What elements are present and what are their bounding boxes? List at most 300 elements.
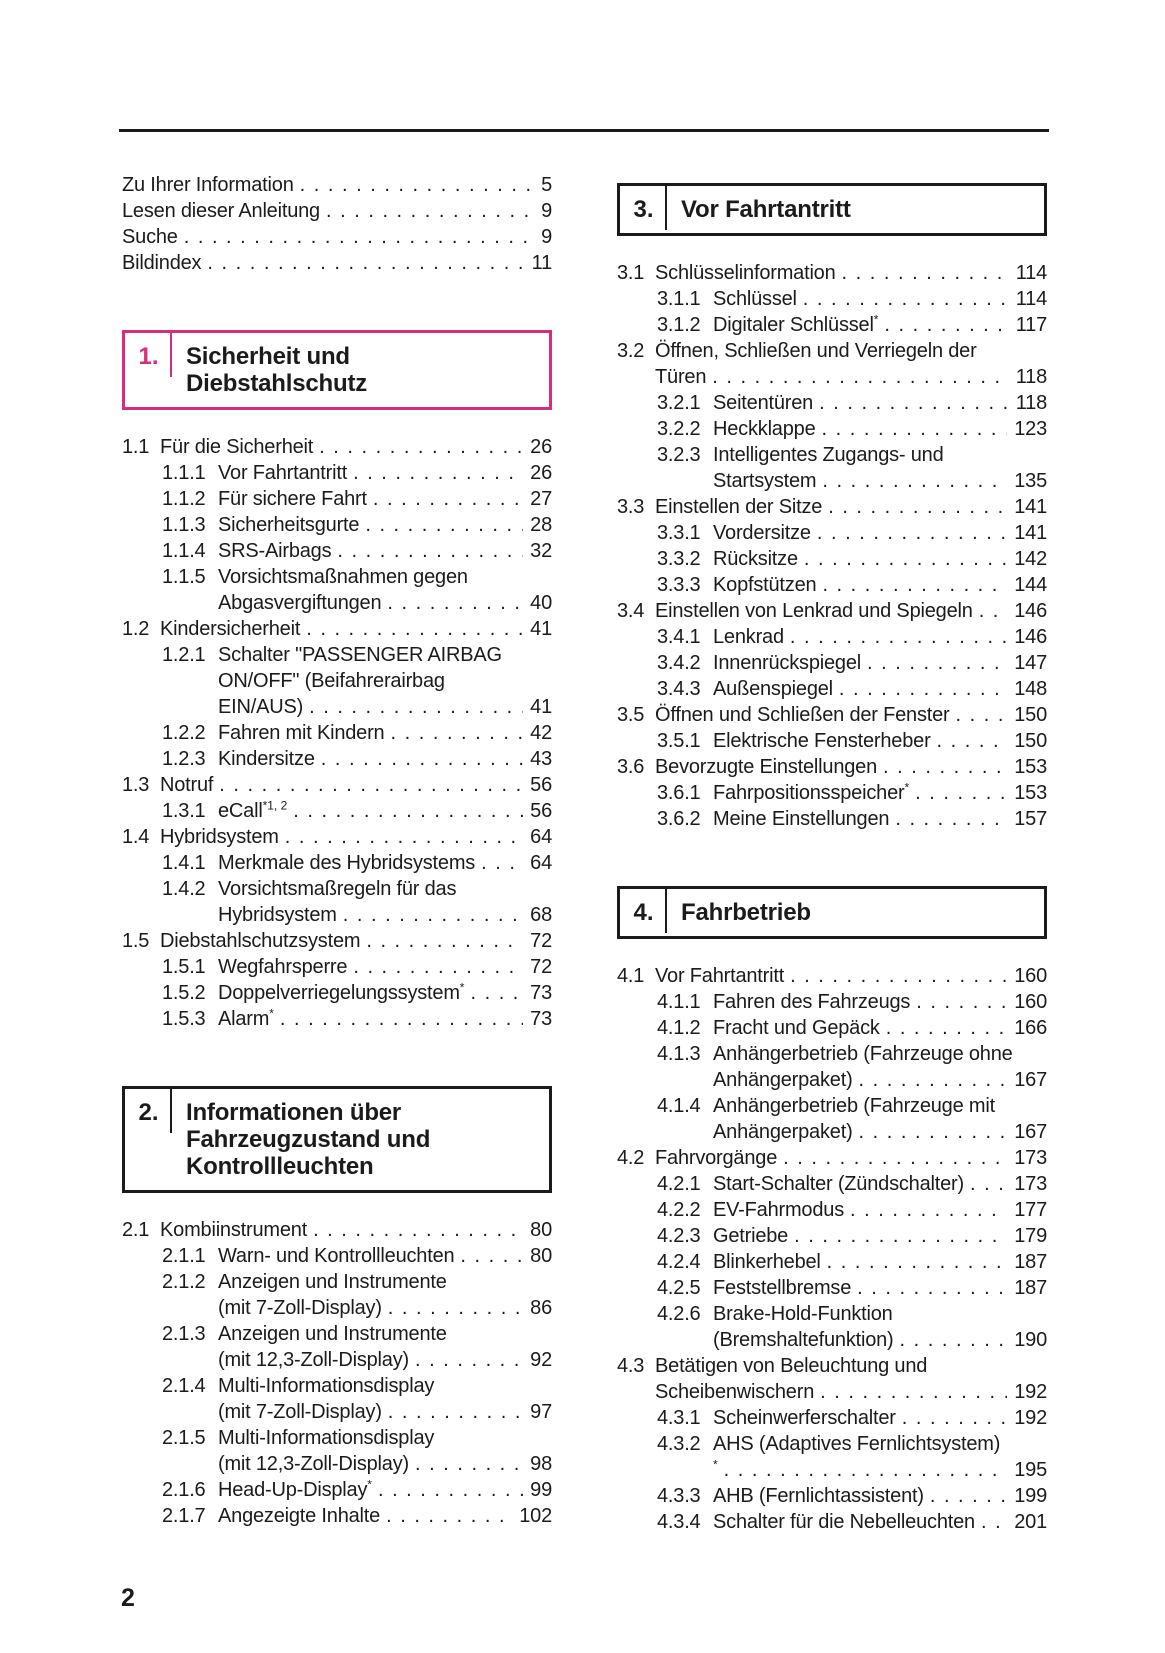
toc-line: [713, 1483, 1047, 1509]
toc-entry: [122, 1243, 552, 1269]
toc-entry-number: 3.4.3: [657, 678, 701, 700]
dot-leader: [889, 806, 1007, 832]
toc-line: [713, 780, 1047, 806]
toc-entry-content: [218, 1503, 552, 1529]
toc-entry-text: Schalter für die Nebelleuchten: [713, 1511, 975, 1533]
toc-entry-content: [218, 746, 552, 772]
toc-entry-number: 3.1.2: [657, 314, 701, 336]
toc-entry: [617, 260, 1047, 286]
toc-entry-number: 1.1.1: [162, 462, 206, 484]
toc-entry-number: 3.2.3: [657, 444, 701, 466]
toc-entry-number: 4.1.4: [657, 1095, 701, 1117]
toc-entry-page: 167: [1014, 1069, 1047, 1091]
toc-entry-page: 97: [530, 1401, 552, 1423]
toc-entry-content: [713, 1275, 1047, 1301]
dot-leader: [372, 1477, 523, 1503]
toc-entry: [122, 642, 552, 720]
toc-entry-content: [713, 416, 1047, 442]
toc-line: [160, 616, 552, 642]
toc-entry-page: 9: [541, 200, 552, 222]
toc-line: [655, 1353, 1047, 1379]
toc-entry: [617, 963, 1047, 989]
toc-line: [655, 598, 1047, 624]
toc-entry-text: *: [713, 1457, 718, 1472]
toc-entry-number: 1.1.3: [162, 514, 206, 536]
dot-leader: [274, 1006, 523, 1032]
toc-entry-content: [713, 572, 1047, 598]
toc-entry-text: Head-Up-Display*: [218, 1477, 372, 1501]
toc-entry-page: 68: [530, 904, 552, 926]
toc-entry: [122, 1217, 552, 1243]
toc-entry-number: 4.3.4: [657, 1511, 701, 1533]
dot-leader: [464, 980, 523, 1006]
dot-leader: [813, 390, 1009, 416]
toc-entry-text: Seitentüren: [713, 392, 814, 414]
toc-entry-page: 201: [1014, 1511, 1047, 1533]
toc-entry-text: Öffnen, Schließen und Verriegeln der: [655, 340, 977, 362]
toc-entry: [122, 250, 552, 276]
toc-entry: [617, 416, 1047, 442]
dot-leader: [178, 224, 534, 250]
toc-entry-text: Anzeigen und Instrumente: [218, 1323, 447, 1345]
toc-entry: [617, 624, 1047, 650]
toc-entry: [122, 824, 552, 850]
toc-line: [218, 1347, 552, 1373]
toc-entry-content: [655, 1145, 1047, 1171]
toc-entry-text: Feststellbremse: [713, 1277, 852, 1299]
toc-line: [218, 1451, 552, 1477]
toc-entry-content: [655, 338, 1047, 390]
toc-entry-text: Für sichere Fahrt: [218, 488, 367, 510]
dot-leader: [788, 1223, 1007, 1249]
toc-entry-page: 141: [1014, 522, 1047, 544]
toc-entry-content: [713, 1171, 1047, 1197]
toc-entry: [122, 1006, 552, 1032]
dot-leader: [784, 624, 1007, 650]
toc-entry-text: Vorsichtsmaßregeln für das: [218, 878, 457, 900]
toc-entry-page: 80: [530, 1245, 552, 1267]
toc-line: [713, 676, 1047, 702]
dot-leader: [844, 1197, 1007, 1223]
toc-line: [713, 1431, 1047, 1457]
toc-line: [218, 694, 552, 720]
toc-entry-number: 3.4: [617, 600, 645, 622]
toc-entry-page: 135: [1014, 470, 1047, 492]
toc-line: [713, 728, 1047, 754]
toc-entry: [617, 1223, 1047, 1249]
toc-entry-text: Bevorzugte Einstellungen: [655, 756, 878, 778]
toc-entry-page: 142: [1014, 548, 1047, 570]
toc-entry-content: [218, 1425, 552, 1477]
toc-entry-page: 167: [1014, 1121, 1047, 1143]
dot-leader: [409, 1347, 523, 1373]
dot-leader: [816, 468, 1007, 494]
toc-line: [655, 338, 1047, 364]
toc-entry-text: Multi-Informationsdisplay: [218, 1375, 435, 1397]
toc-entry-content: [713, 780, 1047, 806]
dot-leader: [381, 590, 523, 616]
dot-leader: [294, 172, 534, 198]
toc-line: [713, 1171, 1047, 1197]
dot-leader: [475, 850, 523, 876]
toc-entry-number: 1.5.2: [162, 982, 206, 1004]
toc-entry: [122, 224, 552, 250]
toc-entry-content: [218, 1006, 552, 1032]
toc-entry-text: Schlüssel: [713, 288, 797, 310]
toc-entry: [122, 954, 552, 980]
toc-entry-number: 2.1.7: [162, 1505, 206, 1527]
toc-line: [160, 434, 552, 460]
toc-entry-content: [713, 390, 1047, 416]
toc-entry-number: 1.5.3: [162, 1008, 206, 1030]
dot-leader: [816, 416, 1008, 442]
toc-entry-number: 2.1.5: [162, 1427, 206, 1449]
toc-entry-page: 40: [530, 592, 552, 614]
toc-entry-number: 1.5.1: [162, 956, 206, 978]
toc-entry-content: [122, 224, 552, 250]
toc-entry-number: 4.2.1: [657, 1173, 701, 1195]
dot-leader: [798, 546, 1007, 572]
toc-line: [218, 1503, 552, 1529]
toc-line: [713, 1457, 1047, 1483]
section-box: [617, 886, 1047, 939]
toc-entry-text: Zu Ihrer Information: [122, 174, 294, 196]
toc-list: [122, 1217, 552, 1529]
toc-entry: [617, 1015, 1047, 1041]
toc-entry-text: Einstellen der Sitze: [655, 496, 823, 518]
toc-line: [713, 1405, 1047, 1431]
toc-entry-number: 3.1.1: [657, 288, 701, 310]
dot-leader: [382, 1295, 523, 1321]
toc-entry-text: Suche: [122, 226, 178, 248]
toc-entry-content: [160, 616, 552, 642]
toc-entry-content: [713, 624, 1047, 650]
toc-entry-content: [713, 650, 1047, 676]
dot-leader: [950, 702, 1008, 728]
toc-entry: [122, 980, 552, 1006]
toc-line: [122, 224, 552, 250]
toc-entry-page: 41: [530, 696, 552, 718]
toc-entry-page: 192: [1014, 1381, 1047, 1403]
toc-entry-text: Getriebe: [713, 1225, 789, 1247]
toc-entry-content: [655, 494, 1047, 520]
toc-entry-content: [713, 1483, 1047, 1509]
toc-line: [713, 468, 1047, 494]
toc-line: [218, 850, 552, 876]
toc-entry-text: Für die Sicherheit: [160, 436, 314, 458]
toc-entry: [617, 520, 1047, 546]
toc-entry-page: 42: [530, 722, 552, 744]
toc-entry-text: Merkmale des Hybridsystems: [218, 852, 476, 874]
toc-entry-text: Kopfstützen: [713, 574, 817, 596]
toc-entry-content: [713, 1405, 1047, 1431]
toc-entry-number: 4.2.6: [657, 1303, 701, 1325]
toc-entry-content: [713, 1041, 1047, 1093]
toc-line: [218, 980, 552, 1006]
toc-entry-number: 1.2.2: [162, 722, 206, 744]
dot-leader: [718, 1457, 1008, 1483]
dot-leader: [380, 1503, 512, 1529]
toc-entry-page: 11: [531, 252, 552, 274]
dot-leader: [307, 1217, 523, 1243]
toc-entry: [122, 434, 552, 460]
toc-entry-number: 3.2.2: [657, 418, 701, 440]
toc-entry-page: 56: [530, 774, 552, 796]
toc-entry-content: [713, 546, 1047, 572]
dot-leader: [880, 1015, 1008, 1041]
toc-entry-content: [122, 198, 552, 224]
toc-entry-content: [655, 598, 1047, 624]
toc-line: [713, 1093, 1047, 1119]
dot-leader: [287, 798, 523, 824]
dot-leader: [337, 902, 523, 928]
toc-entry-text: Vorsichtsmaßnahmen gegen: [218, 566, 468, 588]
toc-entry-text: Brake-Hold-Funktion: [713, 1303, 893, 1325]
toc-entry-content: [160, 824, 552, 850]
toc-entry-text: Heckklappe: [713, 418, 816, 440]
toc-entry-page: 187: [1014, 1251, 1047, 1273]
dot-leader: [861, 650, 1007, 676]
toc-entry-page: 144: [1014, 574, 1047, 596]
toc-entry-text: Scheibenwischern: [655, 1381, 815, 1403]
toc-entry-number: 2.1.6: [162, 1479, 206, 1501]
toc-entry-content: [218, 850, 552, 876]
toc-entry-content: [713, 1509, 1047, 1535]
toc-entry-text: Elektrische Fensterheber: [713, 730, 931, 752]
section-title: Fahrbetrieb: [681, 899, 811, 926]
toc-entry-content: [655, 963, 1047, 989]
toc-line: [218, 590, 552, 616]
toc-entry-content: [218, 538, 552, 564]
toc-entry-page: 118: [1015, 366, 1047, 388]
dot-leader: [811, 520, 1007, 546]
toc-entry-number: 4.2.3: [657, 1225, 701, 1247]
toc-entry: [122, 1477, 552, 1503]
toc-entry: [122, 1321, 552, 1373]
toc-line: [713, 1301, 1047, 1327]
toc-line: [713, 546, 1047, 572]
toc-entry-page: 118: [1015, 392, 1047, 414]
page-number: 2: [121, 1584, 135, 1612]
dot-leader: [964, 1171, 1007, 1197]
toc-entry-text: Startsystem: [713, 470, 817, 492]
section-title: Vor Fahrtantritt: [681, 196, 851, 223]
toc-entry-text: Meine Einstellungen: [713, 808, 890, 830]
toc-line: [218, 1373, 552, 1399]
toc-entry-text: (Bremshaltefunktion): [713, 1329, 894, 1351]
toc-entry-page: 173: [1014, 1173, 1047, 1195]
toc-entry-content: [218, 564, 552, 616]
toc-entry: [122, 512, 552, 538]
toc-entry-text: Innenrückspiegel: [713, 652, 862, 674]
toc-line: [122, 250, 552, 276]
toc-line: [218, 1006, 552, 1032]
toc-entry-page: 98: [530, 1453, 552, 1475]
toc-entry-number: 2.1.3: [162, 1323, 206, 1345]
toc-entry-content: [713, 1015, 1047, 1041]
toc-entry-text: Kindersitze: [218, 748, 315, 770]
toc-entry-number: 1.1.4: [162, 540, 206, 562]
toc-entry-text: Intelligentes Zugangs- und: [713, 444, 944, 466]
toc-entry-number: 3.2: [617, 340, 645, 362]
toc-entry-content: [160, 434, 552, 460]
toc-entry-page: 92: [530, 1349, 552, 1371]
toc-entry-page: 195: [1014, 1459, 1047, 1481]
toc-entry-content: [160, 1217, 552, 1243]
toc-entry-page: 177: [1014, 1199, 1047, 1221]
toc-entry-page: 123: [1014, 418, 1047, 440]
toc-entry-number: 1.4: [122, 826, 150, 848]
toc-line: [218, 668, 552, 694]
toc-entry-number: 4.3.3: [657, 1485, 701, 1507]
toc-line: [713, 1275, 1047, 1301]
toc-entry-page: 26: [530, 462, 552, 484]
toc-entry-page: 153: [1014, 756, 1047, 778]
toc-line: [218, 746, 552, 772]
toc-entry-content: [218, 1269, 552, 1321]
toc-entry-page: 41: [530, 618, 552, 640]
toc-entry-text: Einstellen von Lenkrad und Spiegeln: [655, 600, 973, 622]
toc-entry-text: Fahren mit Kindern: [218, 722, 385, 744]
dot-leader: [360, 928, 523, 954]
toc-entry: [122, 564, 552, 616]
toc-entry-number: 3.6.2: [657, 808, 701, 830]
toc-entry-content: [713, 442, 1047, 494]
toc-entry-page: 160: [1014, 991, 1047, 1013]
toc-line: [713, 1223, 1047, 1249]
toc-entry: [122, 460, 552, 486]
toc-entry-content: [655, 754, 1047, 780]
toc-entry-content: [713, 312, 1047, 338]
toc-entry-page: 187: [1014, 1277, 1047, 1299]
toc-line: [713, 1249, 1047, 1275]
toc-entry-number: 4.3.2: [657, 1433, 701, 1455]
toc-entry: [122, 876, 552, 928]
toc-line: [218, 1425, 552, 1451]
toc-line: [713, 989, 1047, 1015]
toc-entry-text: Rücksitze: [713, 548, 798, 570]
toc-entry-content: [218, 1373, 552, 1425]
toc-entry-text: Türen: [655, 366, 707, 388]
toc-entry: [617, 442, 1047, 494]
toc-entry-text: Hybridsystem: [160, 826, 279, 848]
toc-entry-page: 150: [1014, 730, 1047, 752]
dot-leader: [454, 1243, 523, 1269]
toc-entry-content: [655, 260, 1047, 286]
toc-entry-page: 173: [1014, 1147, 1047, 1169]
toc-entry: [617, 1171, 1047, 1197]
toc-entry: [122, 1425, 552, 1477]
toc-line: [713, 312, 1047, 338]
toc-entry-text: Öffnen und Schließen der Fenster: [655, 704, 950, 726]
toc-entry-text: SRS-Airbags: [218, 540, 332, 562]
toc-entry: [617, 1483, 1047, 1509]
toc-entry-number: 1.4.1: [162, 852, 206, 874]
toc-entry-page: 102: [519, 1505, 552, 1527]
toc-line: [713, 650, 1047, 676]
toc-entry-number: 3.6: [617, 756, 645, 778]
toc-entry: [617, 806, 1047, 832]
toc-line: [713, 1015, 1047, 1041]
toc-entry-number: 4.1: [617, 965, 645, 987]
toc-entry-page: 64: [530, 852, 552, 874]
toc-entry-text: EIN/AUS): [218, 696, 304, 718]
toc-entry-page: 117: [1015, 314, 1047, 336]
toc-entry-text: Anhängerpaket): [713, 1069, 853, 1091]
dot-leader: [821, 1249, 1008, 1275]
toc-entry-content: [218, 720, 552, 746]
toc-entry-content: [218, 1243, 552, 1269]
toc-entry-text: Anhängerpaket): [713, 1121, 853, 1143]
toc-entry-text: (mit 12,3-Zoll-Display): [218, 1453, 409, 1475]
toc-entry: [122, 928, 552, 954]
toc-entry: [617, 728, 1047, 754]
toc-entry-number: 4.1.3: [657, 1043, 701, 1065]
dot-leader: [315, 746, 523, 772]
section-box: [617, 183, 1047, 236]
toc-entry: [617, 572, 1047, 598]
toc-entry-content: [655, 702, 1047, 728]
toc-entry-page: 114: [1015, 288, 1047, 310]
toc-entry-number: 3.3.1: [657, 522, 701, 544]
dot-leader: [833, 676, 1007, 702]
toc-entry: [122, 746, 552, 772]
toc-line: [160, 772, 552, 798]
header-rule: [119, 129, 1049, 132]
toc-list: [122, 434, 552, 1032]
toc-entry-text: Fahrvorgänge: [655, 1147, 778, 1169]
dot-leader: [909, 780, 1007, 806]
dot-leader: [201, 250, 524, 276]
toc-entry-number: 4.2.2: [657, 1199, 701, 1221]
toc-entry-content: [713, 1431, 1047, 1483]
toc-entry-page: 192: [1014, 1407, 1047, 1429]
toc-entry-text: Kindersicherheit: [160, 618, 301, 640]
toc-entry-text: Hybridsystem: [218, 904, 337, 926]
dot-leader: [409, 1451, 523, 1477]
toc-entry-text: Fahren des Fahrzeugs: [713, 991, 911, 1013]
toc-entry-content: [218, 1321, 552, 1373]
toc-entry-page: 72: [530, 930, 552, 952]
toc-line: [160, 928, 552, 954]
toc-line: [160, 824, 552, 850]
dot-leader: [931, 728, 1008, 754]
toc-entry-number: 4.3.1: [657, 1407, 701, 1429]
toc-entry-page: 72: [530, 956, 552, 978]
toc-line: [713, 442, 1047, 468]
toc-entry-content: [713, 1301, 1047, 1353]
dot-leader: [878, 312, 1008, 338]
section-number: 4.: [620, 889, 667, 936]
toc-line: [218, 642, 552, 668]
toc-line: [218, 460, 552, 486]
toc-entry-text: Notruf: [160, 774, 214, 796]
dot-leader: [320, 198, 534, 224]
toc-line: [713, 390, 1047, 416]
toc-line: [655, 1145, 1047, 1171]
toc-entry-content: [122, 172, 552, 198]
dot-leader: [816, 572, 1007, 598]
toc-entry-page: 43: [530, 748, 552, 770]
toc-entry-text: Lenkrad: [713, 626, 784, 648]
toc-entry-text: (mit 7-Zoll-Display): [218, 1401, 382, 1423]
section-title: Sicherheit und Diebstahlschutz: [186, 343, 368, 397]
section-box: [122, 1086, 552, 1193]
toc-entry-text: Schalter "PASSENGER AIRBAG: [218, 644, 502, 666]
toc-entry-page: 5: [541, 174, 552, 196]
dot-leader: [851, 1275, 1007, 1301]
toc-list: [617, 260, 1047, 832]
